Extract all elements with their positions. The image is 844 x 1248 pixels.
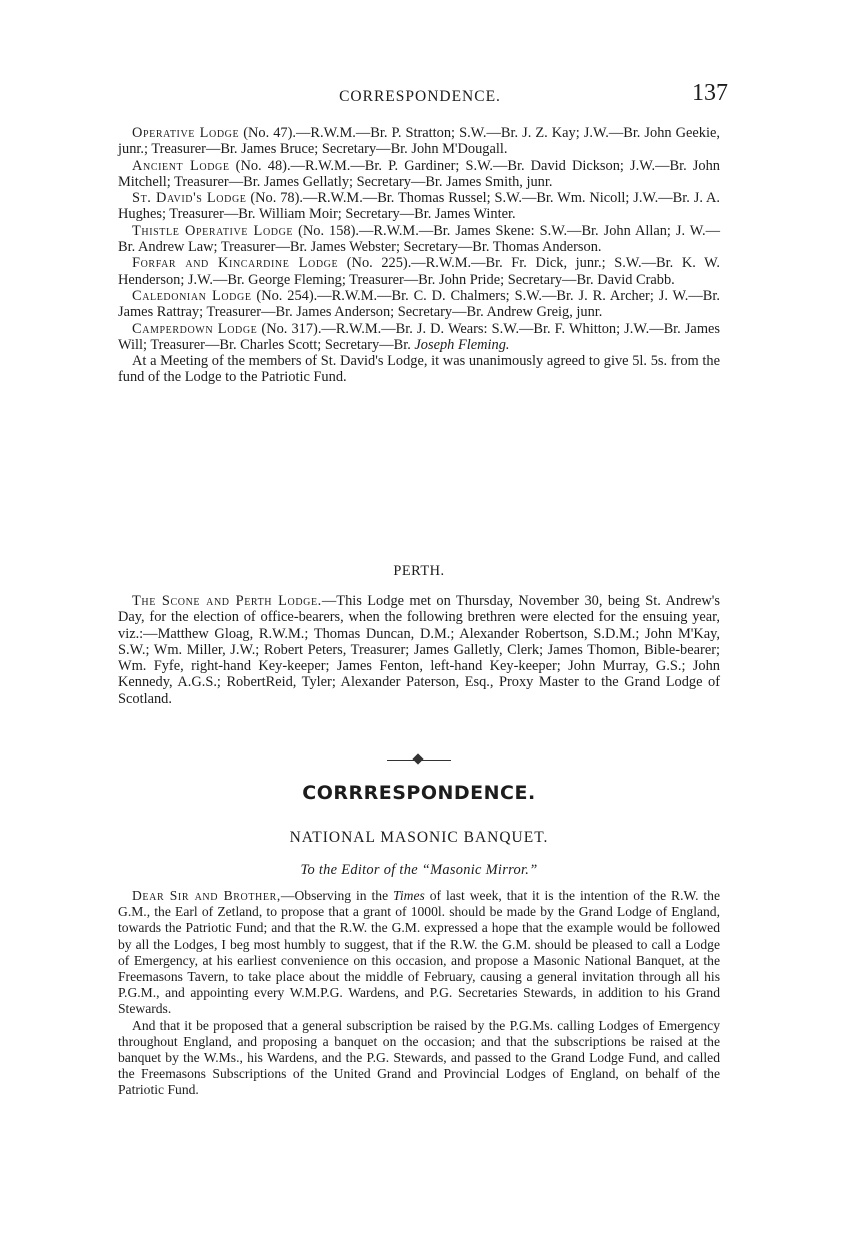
lodge-list xyxy=(118,125,720,386)
lodge-name: Forfar and Kincardine Lodge xyxy=(132,255,339,272)
perth-text: —This Lodge met on Thursday, November 30, being St. Andrew's Day, for the election of office-bearers, when the following brethren were elected for the ensuing year, viz.:—Matthew Gloag, R.W.M.; Thomas Duncan, D.M.; Alexander Robertson, S.D.M.; John M'Kay, S.W.; Wm. Miller, J.W.; Robert Peters, Treasurer; James Galletly, Clerk; James Thomon, Bible-bearer; Wm. Fyfe, right-hand Key-keeper; James Fenton, left-hand Key-keeper; John Murray, G.S.; John Kennedy, A.G.S.; RobertReid, Tyler; Alexander Paterson, Esq., Proxy Master to the Grand Lodge of Scotland. xyxy=(118,593,720,707)
article-title: NATIONAL MASONIC BANQUET. xyxy=(289,829,549,846)
lodge-officers: (No. 158).—R.W.M.—Br. James Skene: S.W.—Br. John Allan; J. W.—Br. Andrew Law; Treasurer—Br. James Webster; Secretary—Br. Thomas Anderson. xyxy=(118,222,721,256)
lodge-officers: (No. 48).—R.W.M.—Br. P. Gardiner; S.W.—Br. David Dickson; J.W.—Br. John Mitchell; Treasurer—Br. James Gellatly; Secretary—Br. James Smith, junr. xyxy=(118,157,720,190)
lodge-name: Operative Lodge xyxy=(132,125,240,141)
lodge-name: Ancient Lodge xyxy=(132,157,230,174)
lodge-name: Thistle Operative Lodge xyxy=(132,222,294,239)
lodge-entry xyxy=(118,125,720,158)
lodge-entry xyxy=(118,255,720,288)
lodge-name: Caledonian Lodge xyxy=(132,287,252,304)
perth-heading: PERTH. xyxy=(393,563,445,579)
lodge-officers: (No. 47).—R.W.M.—Br. P. Stratton; S.W.—Br. J. Z. Kay; J.W.—Br. John Geekie, junr.; Treasurer—Br. James Bruce; Secretary—Br. John M'Dougall. xyxy=(118,125,720,158)
letter-body xyxy=(118,888,720,1099)
meeting-note: At a Meeting of the members of St. David's Lodge, it was unanimously agreed to give 5l. 5s. from the fund of the Lodge to the Patriotic Fund. xyxy=(118,353,720,386)
rule-diamond-ornament xyxy=(412,753,423,764)
running-head xyxy=(118,80,728,110)
lodge-entry xyxy=(118,190,720,223)
perth-lodge-name: The Scone and Perth Lodge. xyxy=(132,593,322,609)
letter-dedication: To the Editor of the “Masonic Mirror.” xyxy=(300,862,538,878)
lodge-officers: (No. 78).—R.W.M.—Br. Thomas Russel; S.W.—Br. Wm. Nicoll; J.W.—Br. J. A. Hughes; Treasurer—Br. William Moir; Secretary—Br. James Winter. xyxy=(118,190,720,223)
letter-salutation: Dear Sir and Brother, xyxy=(132,888,281,903)
letter-text: —Observing in the xyxy=(280,888,394,903)
newspaper-name: Times xyxy=(393,888,425,903)
lodge-entry xyxy=(118,321,720,354)
section-heading: CORRRESPONDENCE. xyxy=(302,782,536,804)
lodge-officers: (No. 317).—R.W.M.—Br. J. D. Wears: S.W.—Br. F. Whitton; J.W.—Br. James Will; Treasurer—Br. Charles Scott; Secretary—Br. xyxy=(118,320,720,353)
lodge-entry xyxy=(118,158,720,191)
lodge-officers-italic: Joseph Fleming. xyxy=(414,336,510,353)
lodge-name: St. David's Lodge xyxy=(132,190,247,207)
lodge-name: Camperdown Lodge xyxy=(132,320,258,337)
perth-section xyxy=(118,593,720,707)
letter-paragraph: And that it be proposed that a general subscription be raised by the P.G.Ms. calling Lodges of Emergency throughout England, and proposing a banquet on the occasion; and that the subscriptions be raised at the banquet by the W.Ms., his Wardens, and the P.G. Stewards, and passed to the Grand Lodge Fund, and called the Freemasons Subscriptions of the United Grand and Provincial Lodges of England, on behalf of the Patriotic Fund. xyxy=(118,1017,720,1098)
running-title: CORRESPONDENCE. xyxy=(339,88,501,105)
perth-paragraph xyxy=(118,593,720,707)
lodge-officers: (No. 254).—R.W.M.—Br. C. D. Chalmers; S.W.—Br. J. R. Archer; J. W.—Br. James Rattray; Treasurer—Br. James Anderson; Secretary—Br. Andrew Greig, junr. xyxy=(118,287,720,321)
page-number: 137 xyxy=(692,80,728,106)
letter-text: of last week, that it is the intention of the R.W. the G.M., the Earl of Zetland, to propose that a grant of 1000l. should be made by the Grand Lodge of England, towards the Patriotic Fund; and that the R.W. the G.M. expressed a hope that the example would be followed by all the Lodges, I beg most humbly to suggest, that if the R.W. the G.M. should be pleased to call a Lodge of Emergency, at his earliest convenience on this occasion, and propose a Masonic National Banquet, at the Freemasons Tavern, to take place about the middle of February, causing a general invitation through all his P.G.M., and appointing every W.M.P.G. Wardens, and P.G. Secretaries Stewards, in addition to his Grand Stewards. xyxy=(118,888,720,1017)
lodge-officers: (No. 225).—R.W.M.—Br. Fr. Dick, junr.; S.W.—Br. K. W. Henderson; J.W.—Br. George Fleming; Treasurer—Br. John Pride; Secretary—Br. David Crabb. xyxy=(118,255,720,288)
lodge-entry xyxy=(118,288,720,321)
letter-paragraph xyxy=(118,888,720,1018)
lodge-entry xyxy=(118,223,720,256)
